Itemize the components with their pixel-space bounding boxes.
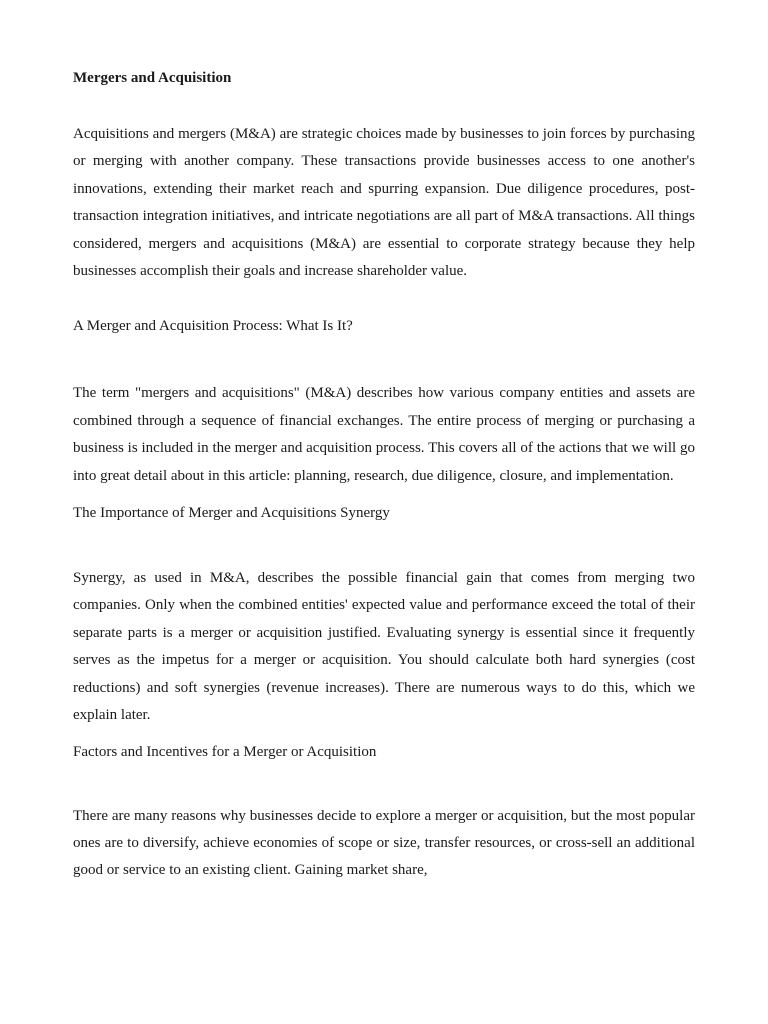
section-heading-factors: Factors and Incentives for a Merger or Acquisition — [73, 743, 377, 760]
factors-paragraph: There are many reasons why businesses decide to explore a merger or acquisition, but the most popular ones are to diversify, achieve economies of scope or size, transfer resources, or cross-sell an additional good or service to an existing client. Gaining market share, — [73, 807, 695, 879]
synergy-paragraph: Synergy, as used in M&A, describes the possible financial gain that comes from merging two companies. Only when the combined entities' expected value and performance exceed the total of their separate parts is a merger or acquisition justified. Evaluating synergy is essential since it frequently serves as the impetus for a merger or acquisition. You should calculate both hard synergies (cost reductions) and soft synergies (revenue increases). There are numerous ways to do this, which we explain later. — [73, 570, 695, 724]
process-paragraph: The term "mergers and acquisitions" (M&A) describes how various company entities and assets are combined through a sequence of financial exchanges. The entire process of merging or purchasing a business is included in the merger and acquisition process. This covers all of the actions that we will go into great detail about in this article: planning, research, due diligence, closure, and implementation. — [73, 385, 695, 484]
intro-paragraph: Acquisitions and mergers (M&A) are strategic choices made by businesses to join forces by purchasing or merging with another company. These transactions provide businesses access to one another's innovations, extending their market reach and spurring expansion. Due diligence procedures, post-transaction integration initiatives, and intricate negotiations are all part of M&A transactions. All things considered, mergers and acquisitions (M&A) are essential to corporate strategy because they help businesses accomplish their goals and increase shareholder value. — [73, 126, 695, 280]
document-title: Mergers and Acquisition — [73, 70, 232, 86]
section-heading-synergy: The Importance of Merger and Acquisitions Synergy — [73, 505, 390, 522]
section-heading-process: A Merger and Acquisition Process: What Is It? — [73, 318, 353, 335]
document-page — [73, 66, 695, 885]
